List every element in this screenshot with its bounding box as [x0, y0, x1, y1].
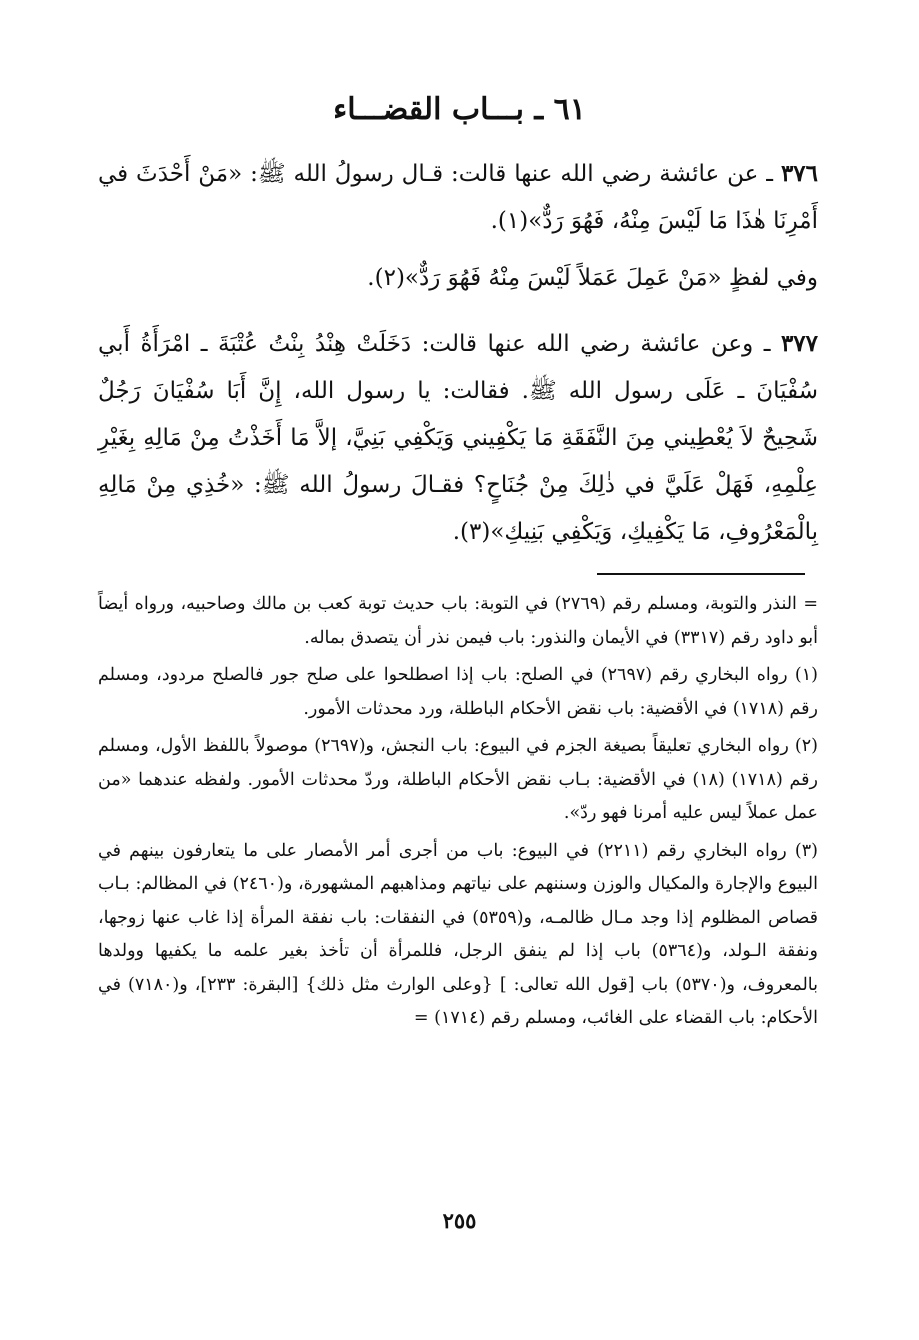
footnotes [98, 588, 818, 1040]
hadith-number: ٣٧٦ [780, 160, 819, 187]
footnote-2: (٢) رواه البخاري تعليقاً بصيغة الجزم في البيوع: باب النجش، و(٢٦٩٧) موصولاً باللفظ الأول، ومسلم رقم (١٧١٨) (١٨) في الأقضية: بـاب نقض الأحكام الباطلة، وردّ محدثات الأمور. ولفظه عندهما «من عمل عملاً ليس عليه أمرنا فهو ردّ». [98, 736, 818, 823]
footnote-continued: = النذر والتوبة، ومسلم رقم (٢٧٦٩) في التوبة: باب حديث توبة كعب بن مالك وصاحبيه، ورواه أيضاً أبو داود رقم (٣٣١٧) في الأيمان والنذور: باب فيمن نذر أن يتصدق بماله. [98, 594, 819, 648]
hadith-376-variant: وفي لفظٍ «مَنْ عَمِلَ عَمَلاً لَيْسَ مِنْهُ فَهُوَ رَدٌّ»(٢). [367, 265, 818, 291]
hadith-text: ـ عن عائشة رضي الله عنها قالت: قـال رسولُ الله ﷺ: «مَنْ أَحْدَثَ في أَمْرِنَا هٰذَا مَا لَيْسَ مِنْهُ، فَهُوَ رَدٌّ»(١). [98, 161, 818, 234]
hadith-text: ـ وعن عائشة رضي الله عنها قالت: دَخَلَتْ هِنْدُ بِنْتُ عُتْبَةَ ـ امْرَأَةُ أَبي سُفْيَانَ ـ عَلَى رسول الله ﷺ. فقالت: يا رسول الله، إِنَّ أَبَا سُفْيَانَ رَجُلٌ شَحِيحٌ لاَ يُعْطِيني مِنَ النَّفَقَةِ مَا يَكْفِيني وَيَكْفِي بَنِيَّ، إلاَّ مَا أَخَذْتُ مِنْ مَالِهِ بِغَيْرِ عِلْمِهِ، فَهَلْ عَلَيَّ في ذٰلِكَ مِنْ جُنَاحٍ؟ فقـالَ رسولُ الله ﷺ: «خُذِي مِنْ مَالِهِ بِالْمَعْرُوفِ، مَا يَكْفِيكِ، وَيَكْفِي بَنِيكِ»(٣). [98, 331, 818, 545]
main-text [98, 150, 818, 556]
page-number: ٢٥٥ [442, 1208, 477, 1233]
hadith-number: ٣٧٧ [780, 330, 819, 357]
chapter-title: ٦١ ـ بـــاب القضـــاء [333, 92, 586, 127]
hadith-377 [98, 320, 818, 556]
footnote-1: (١) رواه البخاري رقم (٢٦٩٧) في الصلح: باب إذا اصطلحوا على صلح جور فالصلح مردود، ومسلم رقم (١٧١٨) في الأقضية: باب نقض الأحكام الباطلة، ورد محدثات الأمور. [98, 665, 818, 719]
hadith-376 [98, 150, 818, 245]
footnote-separator [597, 573, 805, 575]
footnote-3: (٣) رواه البخاري رقم (٢٢١١) في البيوع: باب من أجرى أمر الأمصار على ما يتعارفون بينهم في البيوع والإجارة والمكيال والوزن وسننهم على نياتهم ومذاهبهم المشهورة، و(٢٤٦٠) في المظالم: بـاب قصاص المظلوم إذا وجد مـال ظالمـه، و(٥٣٥٩) في النفقات: باب نفقة المرأة إذا غاب عنها زوجها، ونفقة الـولد، و(٥٣٦٤) باب إذا لم ينفق الرجل، فللمرأة أن تأخذ بغير علمه ما يكفيها وولدها بالمعروف، و(٥٣٧٠) باب [قول الله تعالى: ] {وعلى الوارث مثل ذلك} [البقرة: ٢٣٣]، و(٧١٨٠) في الأحكام: باب القضاء على الغائب، ومسلم رقم (١٧١٤) = [98, 840, 819, 1028]
